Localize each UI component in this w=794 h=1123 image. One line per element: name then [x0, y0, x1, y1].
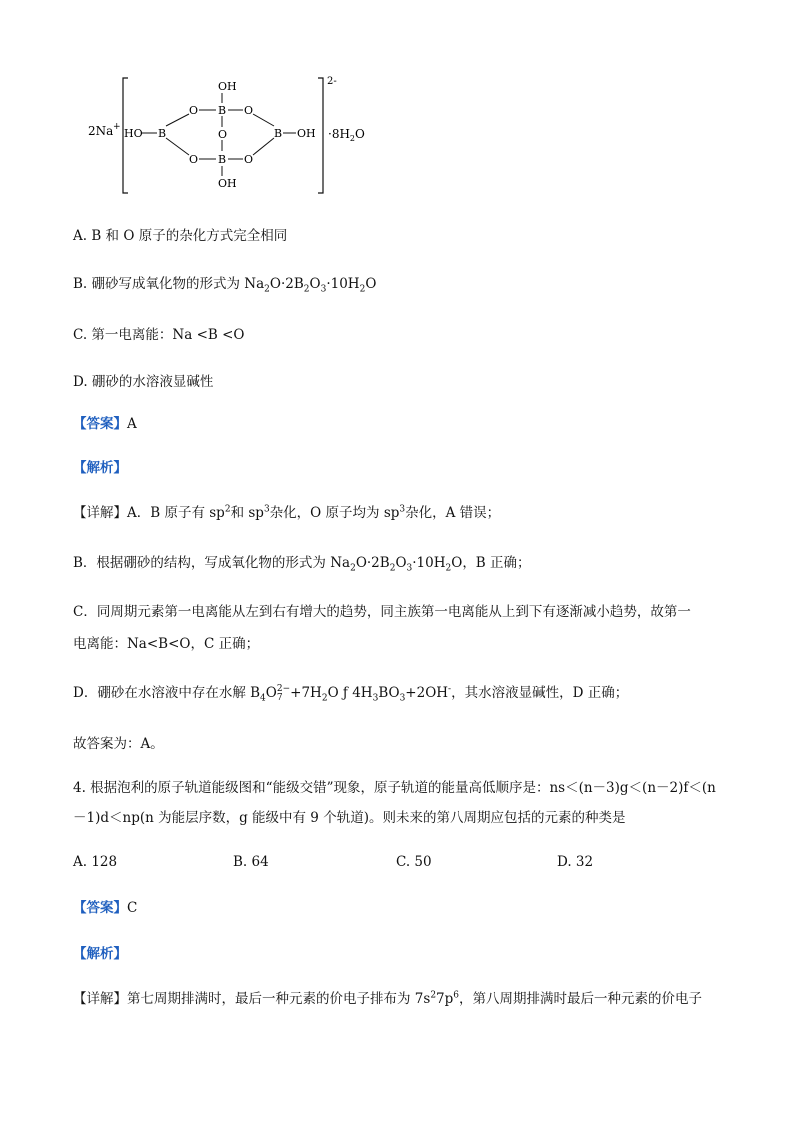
atom-oh-right: OH — [297, 127, 316, 140]
atom-o-bottom-left: O — [189, 153, 199, 166]
borax-structure — [80, 70, 380, 204]
atom-b-top: B — [218, 104, 227, 117]
q4-option-c: C. 50 — [396, 854, 432, 870]
atom-ho-left: HO — [124, 127, 143, 140]
charge-label: 2- — [327, 76, 337, 87]
question-4-line1: 4. 根据泡利的原子轨道能级图和“能级交错”现象，原子轨道的能量高低顺序是：ns＜(n－3)g＜(n－2)f＜(n — [73, 780, 716, 796]
cation-charge: + — [113, 122, 121, 132]
atom-o-bottom-right: O — [244, 153, 254, 166]
answer-2: 【答案】C — [73, 900, 138, 916]
atom-b-right: B — [274, 127, 283, 140]
q4-option-b: B. 64 — [233, 854, 269, 870]
structure-svg — [80, 70, 380, 200]
option-c: C. 第一电离能：Na <B <O — [73, 327, 245, 343]
answer-tag: 【答案】 — [73, 416, 127, 432]
atom-o-middle: O — [218, 128, 228, 141]
detail-1: 【详解】A．B 原子有 $sp^2$和 $sp^3$杂化，O 原子均为 $sp^3$杂化，A 错误； — [73, 504, 501, 521]
atom-o-top-right: O — [244, 104, 254, 117]
option-b: B. 硼砂写成氧化物的形式为 $Na_2O\cdot 2B_2O_3\cdot 10H_2O$ — [73, 276, 377, 295]
analysis-1: 【解析】 — [73, 460, 127, 476]
atom-o-top-left: O — [189, 104, 199, 117]
atom-oh-bottom: OH — [218, 177, 237, 190]
right-bracket — [318, 78, 323, 193]
option-a: A. B 和 O 原子的杂化方式完全相同 — [73, 228, 288, 244]
q4-option-d: D. 32 — [557, 854, 594, 870]
detail-4: D．硼砂在水溶液中存在水解 $B_4O$ 2− 7 $+7H_2O$ ƒ $4H_3BO_3+2OH^-$，其水溶液显碱性，D 正确； — [73, 683, 629, 704]
water-label: $\cdot 8H_2O$ — [328, 127, 365, 143]
atom-b-bottom: B — [218, 153, 227, 166]
option-d: D. 硼砂的水溶液显碱性 — [73, 374, 214, 390]
atom-oh-top: OH — [218, 80, 237, 93]
analysis-2: 【解析】 — [73, 946, 127, 962]
q4-option-a: A. 128 — [73, 854, 118, 870]
detail-5: 【详解】第七周期排满时，最后一种元素的价电子排布为 $7s^27p^6$，第八周期排满时最后一种元素的价电子 — [73, 990, 703, 1007]
cation-label: 2Na — [88, 124, 114, 138]
final-answer: 故答案为：A。 — [73, 736, 164, 752]
atom-b-left: B — [158, 127, 167, 140]
detail-2: B．根据硼砂的结构，写成氧化物的形式为 $Na_2O\cdot 2B_2O_3\cdot 10H_2O$，B 正确； — [73, 555, 531, 574]
detail-3b: 电离能：Na<B<O，C 正确； — [73, 636, 260, 652]
answer-1: 【答案】A — [73, 416, 137, 432]
question-4-line2: －1)d＜np(n 为能层序数，g 能级中有 9 个轨道)。则未来的第八周期应包括的元素的种类是 — [73, 810, 626, 826]
detail-3a: C．同周期元素第一电离能从左到右有增大的趋势，同主族第一电离能从上到下有逐渐减小趋势，故第一 — [73, 604, 691, 620]
